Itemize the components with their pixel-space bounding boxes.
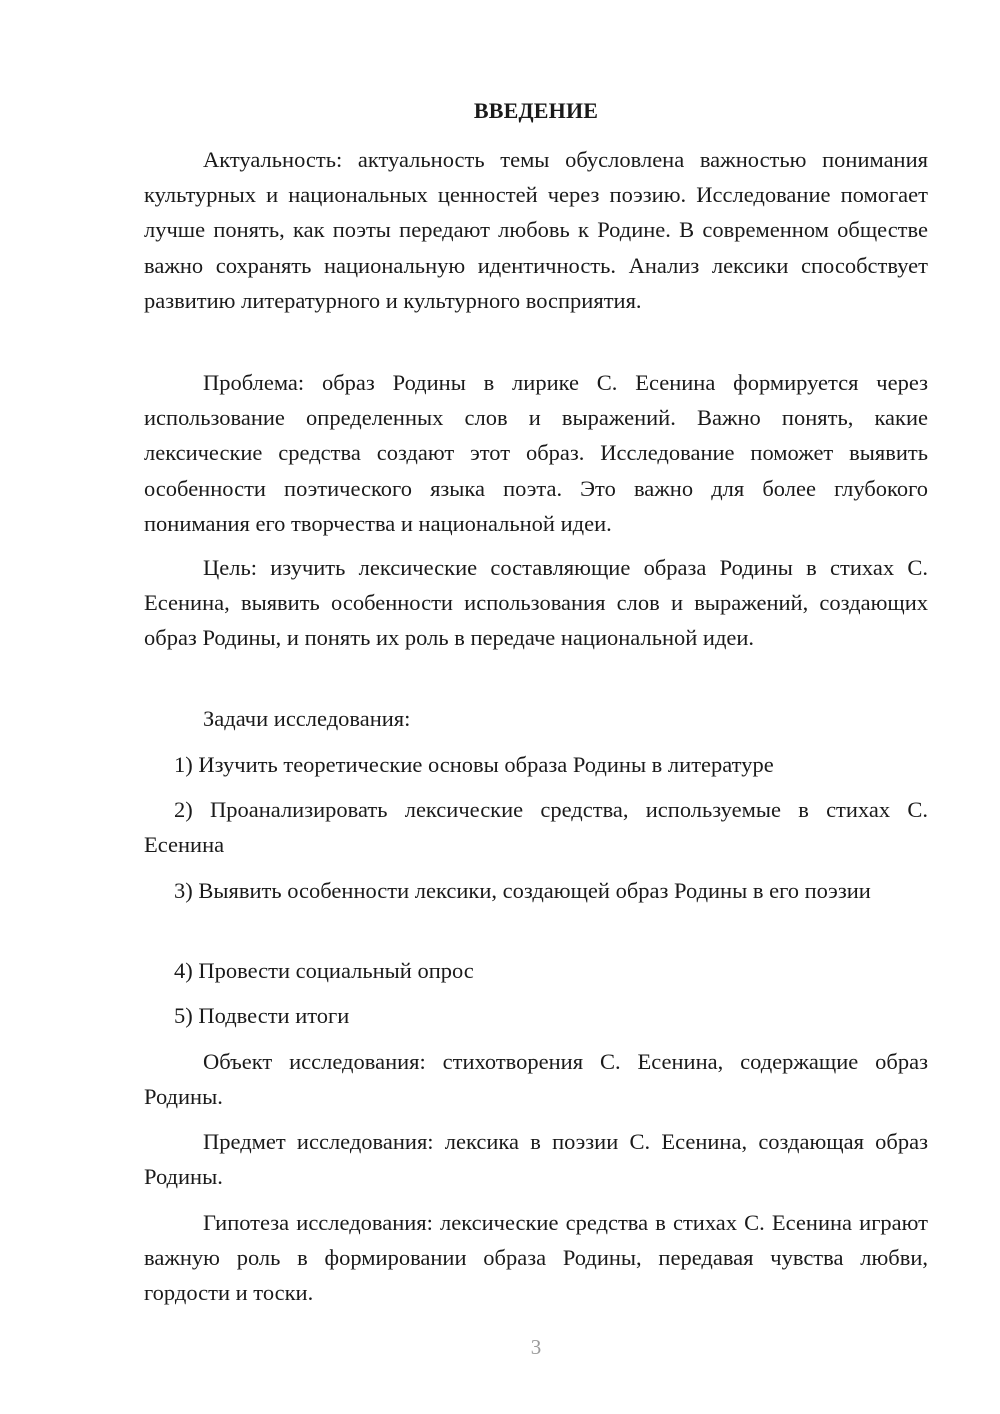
page-number: 3 [530, 1335, 542, 1359]
task-item-4: 4) Провести социальный опрос [174, 958, 474, 983]
task-item-1: 1) Изучить теоретические основы образа Родины в литературе [174, 752, 774, 777]
paragraph-relevance: Актуальность: актуальность темы обусловлена важностью понимания культурных и национальных ценностей через поэзию. Исследование помогает лучше понять, как поэты передают любовь к Родине. В современном обществе важно сохранять национальную идентичность. Анализ лексики способствует развитию литературного и культурного восприятия. [144, 147, 928, 313]
paragraph-goal: Цель: изучить лексические составляющие образа Родины в стихах С. Есенина, выявить особенности использования слов и выражений, создающих образ Родины, и понять их роль в передаче национальной идеи. [144, 555, 928, 651]
tasks-heading: Задачи исследования: [203, 706, 411, 731]
task-item-2: 2) Проанализировать лексические средства, используемые в стихах С. Есенина [144, 797, 928, 858]
document-page [144, 0, 928, 1414]
paragraph-problem: Проблема: образ Родины в лирике С. Есенина формируется через использование определенных слов и выражений. Важно понять, какие лексические средства создают этот образ. Исследование поможет выявить особенности поэтического языка поэта. Это важно для более глубокого понимания его творчества и национальной идеи. [144, 370, 928, 536]
paragraph-subject: Предмет исследования: лексика в поэзии С. Есенина, создающая образ Родины. [144, 1129, 928, 1190]
section-heading: ВВЕДЕНИЕ [473, 98, 599, 123]
paragraph-object: Объект исследования: стихотворения С. Есенина, содержащие образ Родины. [144, 1049, 928, 1110]
paragraph-hypothesis: Гипотеза исследования: лексические средства в стихах С. Есенина играют важную роль в формировании образа Родины, передавая чувства любви, гордости и тоски. [144, 1210, 928, 1306]
task-item-5: 5) Подвести итоги [174, 1003, 350, 1028]
task-item-3: 3) Выявить особенности лексики, создающей образ Родины в его поэзии [174, 878, 871, 903]
